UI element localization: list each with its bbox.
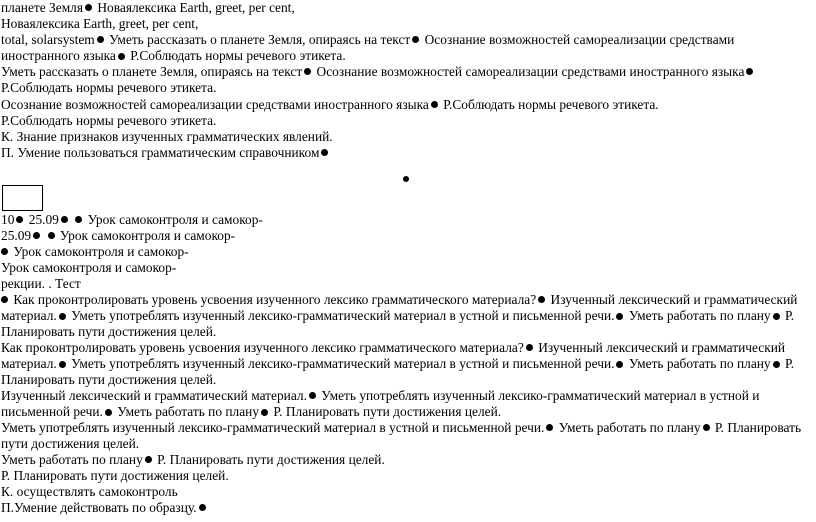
- text-line: [1, 484, 813, 500]
- text-span: Урок самоконтроля и самокор-: [1, 260, 177, 275]
- text-span: Новаялексика Earth, greet, per cent,: [1, 16, 199, 31]
- bullet-icon: [16, 216, 23, 223]
- bullet-icon: [97, 36, 104, 43]
- text-span: 25.09: [1, 228, 32, 243]
- text-span: Как проконтролировать уровень усвоения изученного лексико грамматического материала?: [1, 340, 524, 355]
- text-span: Р.Соблюдать нормы речевого этикета.: [1, 113, 217, 128]
- bullet-icon: [1, 248, 8, 255]
- text-span: Урок самоконтроля и самокор-: [13, 244, 189, 259]
- bullet-icon: [75, 216, 82, 223]
- bullet-icon: [703, 424, 710, 431]
- text-paragraph: [1, 32, 813, 64]
- text-line: [1, 468, 813, 484]
- bullet-icon: [526, 344, 533, 351]
- text-span: 10: [1, 212, 15, 227]
- bullet-icon: [304, 68, 311, 75]
- text-span: П. Умение пользоваться грамматическим справочником: [1, 145, 320, 160]
- text-line: [1, 276, 813, 292]
- text-span: Новаялексика Earth, greet, per cent,: [97, 0, 295, 15]
- text-span: Урок самоконтроля и самокор-: [59, 228, 236, 243]
- text-span: Р. Планировать пути достижения целей.: [273, 404, 502, 420]
- text-span: Осознание возможностей самореализации средствами иностранного языка: [316, 64, 745, 79]
- bullet-icon: [33, 232, 40, 239]
- text-line: [1, 500, 813, 516]
- text-line: [1, 145, 813, 161]
- table-cell: [2, 185, 43, 211]
- text-span: Уметь работать по плану: [1, 452, 143, 467]
- text-line: [1, 244, 813, 260]
- text-span: Уметь работать по плану: [628, 356, 771, 372]
- bullet-icon: [538, 296, 545, 303]
- text-span: Урок самоконтроля и самокор-: [87, 212, 263, 227]
- text-span: total, solarsystem: [1, 32, 95, 47]
- text-span: Уметь работать по плану: [628, 308, 771, 324]
- text-paragraph: [1, 420, 813, 452]
- text-span: Р. Планировать пути достижения целей.: [1, 356, 795, 388]
- text-span: Р.Соблюдать нормы речевого этикета.: [1, 80, 217, 96]
- text-span: планете Земля: [1, 0, 84, 15]
- text-line: [1, 228, 813, 244]
- text-paragraph: [1, 64, 813, 96]
- text-span: Изученный лексический и грамматический материал.: [1, 388, 307, 403]
- bullet-icon: [321, 149, 328, 156]
- text-span: Уметь работать по плану: [558, 420, 701, 435]
- bullet-icon: [773, 313, 780, 320]
- bullet-icon: [145, 456, 152, 463]
- text-span: 25.09: [28, 212, 59, 227]
- text-span: Осознание возможностей самореализации средствами иностранного языка: [1, 97, 429, 112]
- bullet-icon: [403, 176, 409, 182]
- bullet-icon: [546, 424, 553, 431]
- bullet-icon: [85, 4, 92, 11]
- text-span: Как проконтролировать уровень усвоения изученного лексико грамматического материала?: [13, 292, 537, 307]
- text-span: Уметь употреблять изученный лексико-грамматический материал в устной и письменной речи.: [1, 388, 760, 420]
- text-line: [1, 97, 813, 113]
- text-line: [1, 16, 813, 32]
- text-line: [1, 113, 813, 129]
- bullet-icon: [773, 361, 780, 368]
- text-paragraph: [1, 292, 813, 341]
- text-span: Уметь употреблять изученный лексико-грамматический материал в устной и письменной речи.: [1, 420, 545, 435]
- bullet-icon: [616, 313, 623, 320]
- text-span: Уметь работать по плану: [117, 404, 260, 420]
- text-line: [1, 260, 813, 276]
- text-span: Уметь рассказать о планете Земля, опираясь на текст: [109, 32, 411, 47]
- text-span: Р. Планировать пути достижения целей.: [1, 420, 802, 452]
- bullet-icon: [59, 313, 66, 320]
- text-line: [1, 129, 813, 145]
- bullet-icon: [105, 409, 112, 416]
- text-paragraph: [1, 388, 813, 420]
- bullet-icon: [199, 504, 206, 511]
- bullet-icon: [61, 216, 68, 223]
- bullet-icon: [746, 68, 753, 75]
- text-span: Р.Соблюдать нормы речевого этикета.: [443, 97, 659, 112]
- text-span: Изученный лексический и грамматический материал.: [1, 340, 786, 372]
- text-span: Р. Планировать пути достижения целей.: [157, 452, 385, 467]
- bullet-icon: [309, 392, 316, 399]
- text-span: Уметь употреблять изученный лексико-грамматический материал в устной и письменной речи.: [71, 356, 615, 372]
- text-line: [1, 212, 813, 228]
- text-span: Уметь рассказать о планете Земля, опираясь на текст: [1, 64, 303, 79]
- text-span: П.Умение действовать по образцу.: [1, 500, 197, 515]
- text-span: К. осуществлять самоконтроль: [1, 484, 178, 499]
- text-span: Изученный лексический и грамматический материал.: [1, 292, 798, 324]
- text-span: Р.Соблюдать нормы речевого этикета.: [130, 48, 346, 64]
- bullet-icon: [118, 53, 125, 60]
- text-span: Р. Планировать пути достижения целей.: [1, 308, 795, 340]
- bullet-icon: [48, 232, 55, 239]
- text-span: рекции. . Тест: [1, 276, 81, 291]
- bullet-icon: [431, 101, 438, 108]
- text-span: Р. Планировать пути достижения целей.: [1, 468, 229, 483]
- text-line: [1, 452, 813, 468]
- text-span: К. Знание признаков изученных грамматических явлений.: [1, 129, 333, 144]
- text-span: Уметь употреблять изученный лексико-грамматический материал в устной и письменной речи.: [71, 308, 615, 324]
- bullet-icon: [261, 409, 268, 416]
- text-line: [1, 0, 813, 16]
- bullet-icon: [1, 296, 8, 303]
- bullet-icon: [616, 361, 623, 368]
- text-paragraph: [1, 340, 813, 389]
- bullet-icon: [59, 361, 66, 368]
- text-span: Осознание возможностей самореализации средствами иностранного языка: [1, 32, 735, 64]
- bullet-icon: [412, 36, 419, 43]
